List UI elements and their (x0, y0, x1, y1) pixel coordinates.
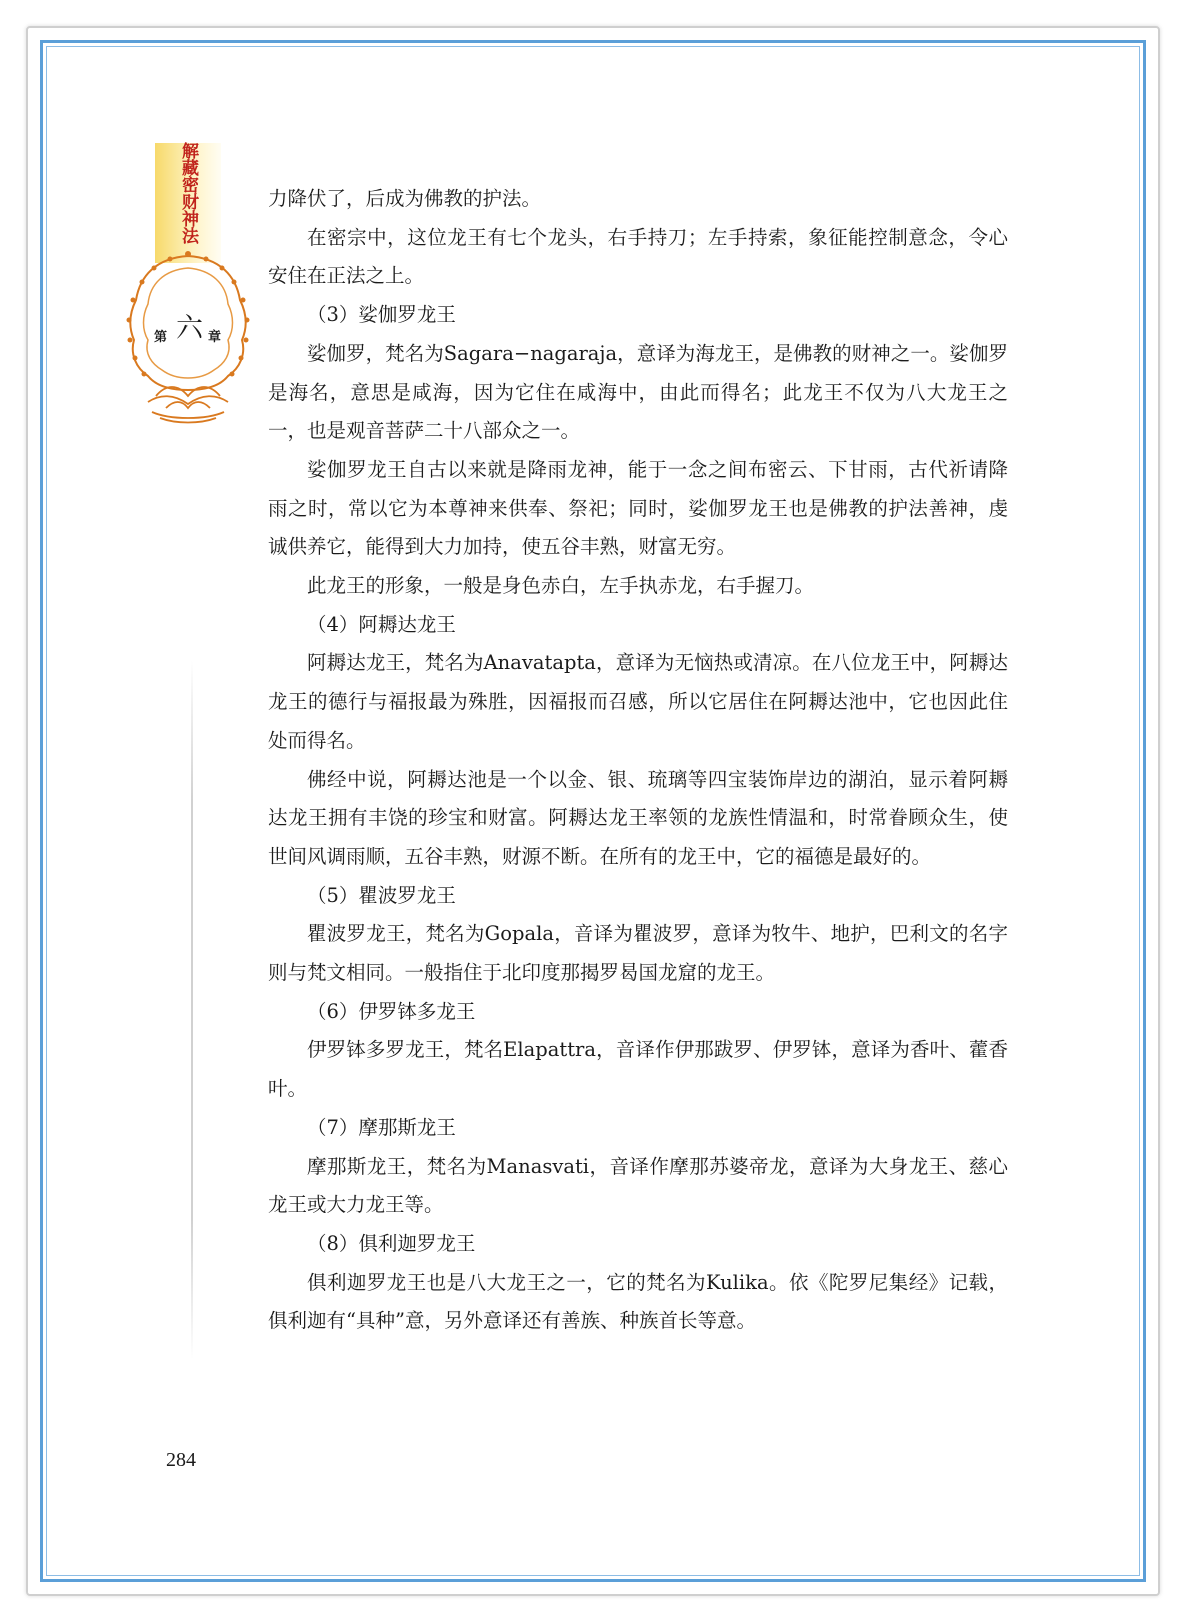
section-heading: （3）娑伽罗龙王 (307, 303, 456, 327)
paragraph: 娑伽罗龙王自古以来就是降雨龙神，能于一念之间布密云、下甘雨，古代祈请降雨之时，常以它为本尊神来供奉、祭祀；同时，娑伽罗龙王也是佛教的护法善神，虔诚供养它，能得到大力加持，使五谷丰熟，财富无穷。 (268, 457, 1008, 559)
section-heading: （7）摩那斯龙王 (307, 1115, 456, 1139)
chapter-number: 六 (176, 313, 203, 344)
paragraph: 娑伽罗，梵名为Sagara−nagaraja，意译为海龙王，是佛教的财神之一。娑伽罗是海名，意思是咸海，因为它住在咸海中，由此而得名；此龙王不仅为八大龙王之一，也是观音菩萨二十八部众之一。 (268, 341, 1008, 443)
paragraph: 阿耨达龙王，梵名为Anavatapta，意译为无恼热或清凉。在八位龙王中，阿耨达龙王的德行与福报最为殊胜，因福报而召感，所以它居住在阿耨达池中，它也因此住处而得名。 (268, 651, 1008, 752)
body-text (268, 180, 1008, 1341)
paragraph: 瞿波罗龙王，梵名为Gopala，音译为瞿波罗，意译为牧牛、地护，巴利文的名字则与梵文相同。一般指住于北印度那揭罗曷国龙窟的龙王。 (268, 922, 1008, 985)
paragraph: 伊罗钵多罗龙王，梵名Elapattra，音译作伊那跋罗、伊罗钵，意译为香叶、藿香叶。 (268, 1038, 1008, 1101)
paragraph: 佛经中说，阿耨达池是一个以金、银、琉璃等四宝装饰岸边的湖泊，显示着阿耨达龙王拥有丰饶的珍宝和财富。阿耨达龙王率领的龙族性情温和，时常眷顾众生，使世间风调雨顺，五谷丰熟，财源不断。在所有的龙王中，它的福德是最好的。 (268, 767, 1008, 868)
paragraph: 摩那斯龙王，梵名为Manasvati，音译作摩那苏婆帝龙，意译为大身龙王、慈心龙王或大力龙王等。 (268, 1154, 1008, 1217)
section-heading: （6）伊罗钵多龙王 (307, 999, 476, 1023)
section-heading: （5）瞿波罗龙王 (307, 883, 456, 907)
section-heading: （8）俱利迦罗龙王 (307, 1231, 476, 1255)
chapter-prefix: 第 (154, 330, 168, 345)
page-gutter-shadow (191, 660, 193, 1360)
chapter-emblem (126, 250, 250, 425)
page-number: 284 (166, 1449, 196, 1471)
paragraph: 力降伏了，后成为佛教的护法。 (268, 187, 542, 210)
section-heading: （4）阿耨达龙王 (307, 612, 456, 636)
paragraph: 此龙王的形象，一般是身色赤白，左手执赤龙，右手握刀。 (307, 574, 815, 598)
book-side-title: 解藏密财神法 (178, 142, 198, 244)
chapter-suffix: 章 (208, 330, 222, 345)
paragraph: 在密宗中，这位龙王有七个龙头，右手持刀；左手持索，象征能控制意念，令心安住在正法之上。 (268, 225, 1008, 288)
paragraph: 俱利迦罗龙王也是八大龙王之一，它的梵名为Kulika。依《陀罗尼集经》记载，俱利迦有“具种”意，另外意译还有善族、种族首长等意。 (268, 1270, 1008, 1333)
